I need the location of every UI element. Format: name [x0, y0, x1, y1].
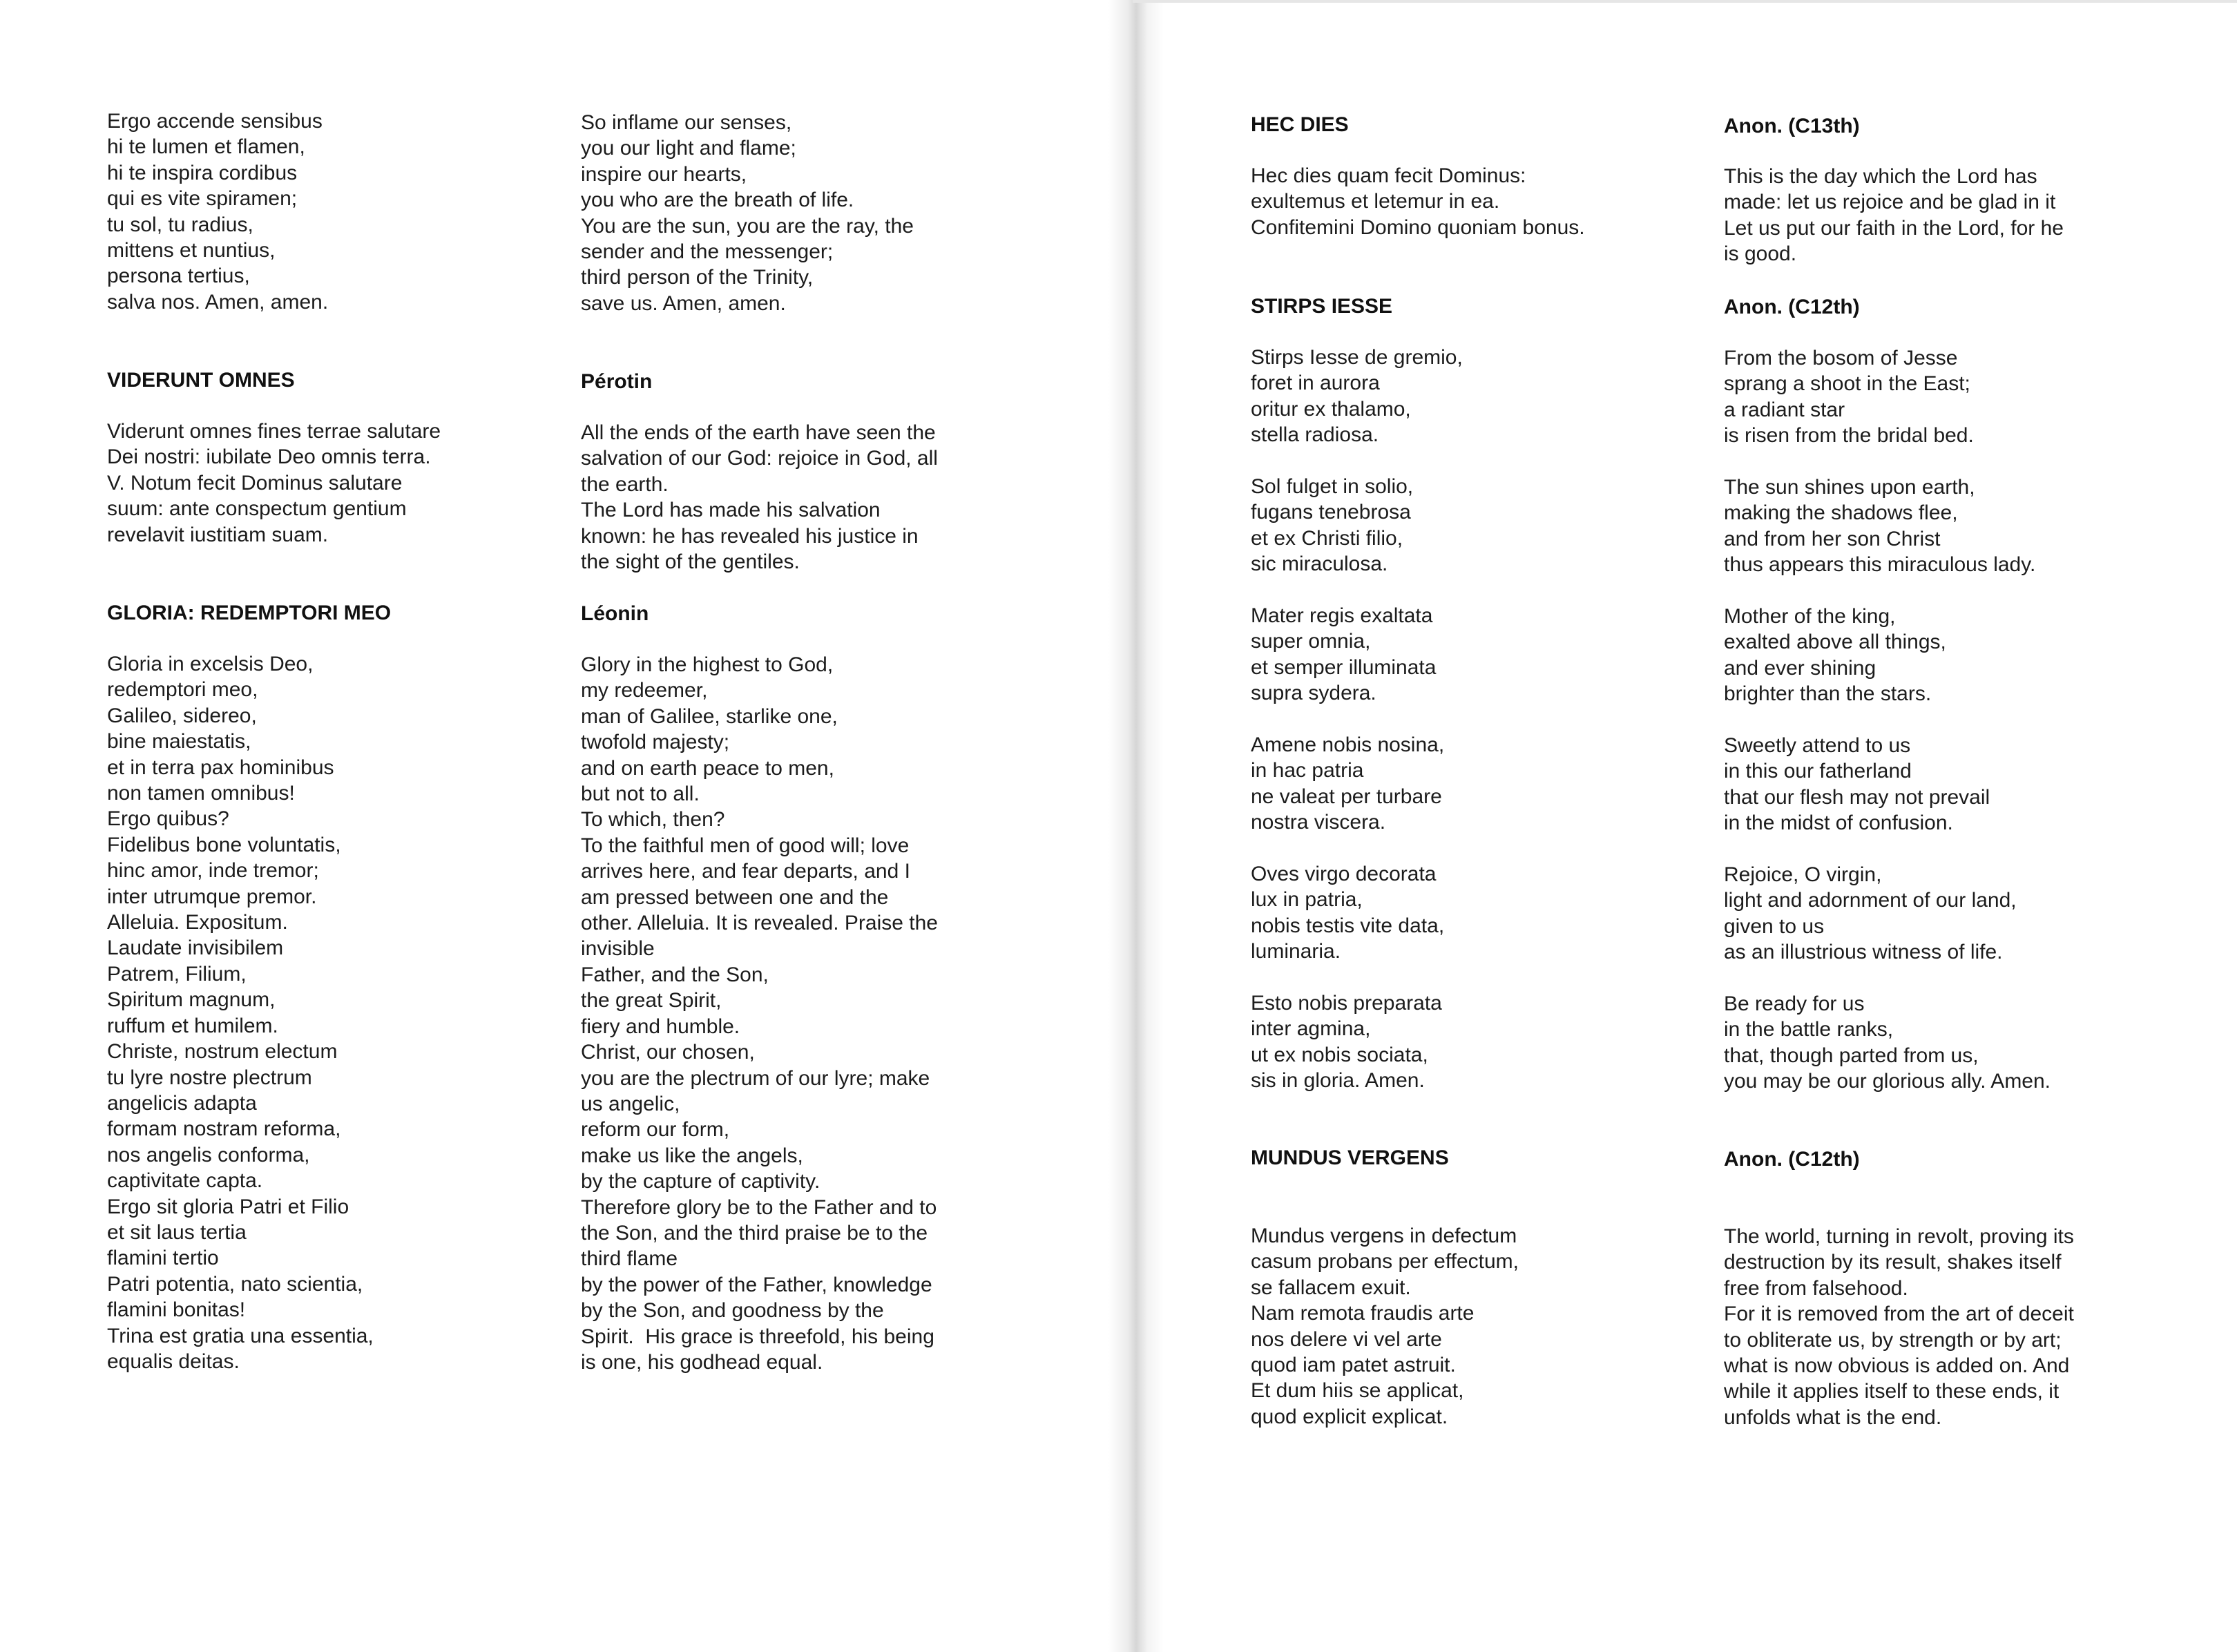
stirps-english-verse-4: Sweetly attend to us in this our fatherland that our flesh may not prevail in the midst of confusion.: [1724, 734, 1990, 835]
hec-dies-english-text: This is the day which the Lord has made: let us rejoice and be glad in it Let us put our faith in the Lord, for he is good.: [1724, 165, 2064, 266]
stirps-latin-verse-1: Stirps Iesse de gremio, foret in aurora oritur ex thalamo, stella radiosa.: [1251, 346, 1463, 447]
stirps-english-verse-1: From the bosom of Jesse sprang a shoot in the East; a radiant star is risen from the bridal bed.: [1724, 347, 1974, 448]
hec-dies-heading: HEC DIES: [1251, 113, 1349, 136]
viderunt-english-text: All the ends of the earth have seen the salvation of our God: rejoice in God, all the earth. The Lord has made his salvation known: he has revealed his justice in the sight of the gentiles.: [581, 421, 938, 574]
mundus-latin-text: Mundus vergens in defectum casum probans per effectum, se fallacem exuit. Nam remota fraudis arte nos delere vi vel arte quod iam patet astruit. Et dum hiis se applicat, quod explicit explicat.: [1251, 1224, 1519, 1428]
gloria-english-text: Glory in the highest to God, my redeemer, man of Galilee, starlike one, twofold majesty; and on earth peace to men, but not to all. To which, then? To the faithful men of good will; love arrives here, and fear departs, and I am pressed between one and the other. Alleluia. It is revealed. Praise the invisible Father, and the Son, the great Spirit, fiery and humble. Christ, our chosen, you are the plectrum of our lyre; make us angelic, reform our form, make us like the angels, by the capture of captivity. Therefore glory be to the Father and to the Son, and the third praise be to the third flame by the power of the Father, knowledge by the Son, and goodness by the Spirit. His grace is threefold, his being is one, his godhead equal.: [581, 653, 938, 1374]
stirps-iesse-heading: STIRPS IESSE: [1251, 295, 1393, 318]
stirps-latin-verse-5: Oves virgo decorata lux in patria, nobis testis vite data, luminaria.: [1251, 863, 1445, 963]
page-gutter-shadow: [1108, 0, 1164, 1652]
mundus-english-text: The world, turning in revolt, proving its destruction by its result, shakes itself free from falsehood. For it is removed from the art of deceit to obliterate us, by strength or by art; what is now obvious is added on. And while it applies itself to these ends, it unfolds what is the end.: [1724, 1225, 2074, 1429]
stirps-english-verse-2: The sun shines upon earth, making the shadows flee, and from her son Christ thus appears this miraculous lady.: [1724, 476, 2036, 577]
stirps-iesse-composer: Anon. (C12th): [1724, 296, 1860, 318]
stirps-latin-verse-2: Sol fulget in solio, fugans tenebrosa et ex Christi filio, sic miraculosa.: [1251, 475, 1414, 576]
stirps-english-verse-6: Be ready for us in the battle ranks, that, though parted from us, you may be our glorious ally. Amen.: [1724, 992, 2051, 1093]
gloria-latin-text: Gloria in excelsis Deo, redemptori meo, Galileo, sidereo, bine maiestatis, et in terra pax hominibus non tamen omnibus! Ergo quibus? Fidelibus bone voluntatis, hinc amor, inde tremor; inter utrumque premor. Alleluia. Expositum. Laudate invisibilem Patrem, Filium, Spiritum magnum, ruffum et humilem. Christe, nostrum electum tu lyre nostre plectrum angelicis adapta formam nostram reforma, nos angelis conforma, captivitate capta. Ergo sit gloria Patri et Filio et sit laus tertia flamini tertio Patri potentia, nato scientia, flamini bonitas! Trina est gratia una essentia, equalis deitas.: [107, 653, 374, 1373]
mundus-vergens-composer: Anon. (C12th): [1724, 1148, 1860, 1171]
hec-dies-latin-text: Hec dies quam fecit Dominus: exultemus et letemur in ea. Confitemini Domino quoniam bonus.: [1251, 164, 1585, 239]
gloria-composer: Léonin: [581, 602, 649, 625]
viderunt-latin-text: Viderunt omnes fines terrae salutare Dei nostri: iubilate Deo omnis terra. V. Notum fecit Dominus salutare suum: ante conspectum gentium revelavit iustitiam suam.: [107, 420, 441, 546]
stirps-latin-verse-3: Mater regis exaltata super omnia, et semper illuminata supra sydera.: [1251, 604, 1437, 705]
intro-english-text: So inflame our senses, you our light and flame; inspire our hearts, you who are the breath of life. You are the sun, you are the ray, the sender and the messenger; third person of the Trinity, save us. Amen, amen.: [581, 111, 914, 315]
stirps-english-verse-3: Mother of the king, exalted above all things, and ever shining brighter than the stars.: [1724, 605, 1946, 706]
stirps-latin-verse-4: Amene nobis nosina, in hac patria ne valeat per turbare nostra viscera.: [1251, 733, 1445, 834]
page-top-edge: [1133, 0, 2237, 3]
gloria-heading: GLORIA: REDEMPTORI MEO: [107, 602, 392, 624]
stirps-english-verse-5: Rejoice, O virgin, light and adornment of our land, given to us as an illustrious witness of life.: [1724, 863, 2017, 964]
viderunt-composer: Pérotin: [581, 370, 653, 393]
intro-latin-text: Ergo accende sensibus hi te lumen et flamen, hi te inspira cordibus qui es vite spiramen; tu sol, tu radius, mittens et nuntius, persona tertius, salva nos. Amen, amen.: [107, 110, 329, 314]
hec-dies-composer: Anon. (C13th): [1724, 115, 1860, 137]
viderunt-heading: VIDERUNT OMNES: [107, 369, 295, 392]
mundus-vergens-heading: MUNDUS VERGENS: [1251, 1146, 1449, 1169]
stirps-latin-verse-6: Esto nobis preparata inter agmina, ut ex nobis sociata, sis in gloria. Amen.: [1251, 992, 1442, 1093]
